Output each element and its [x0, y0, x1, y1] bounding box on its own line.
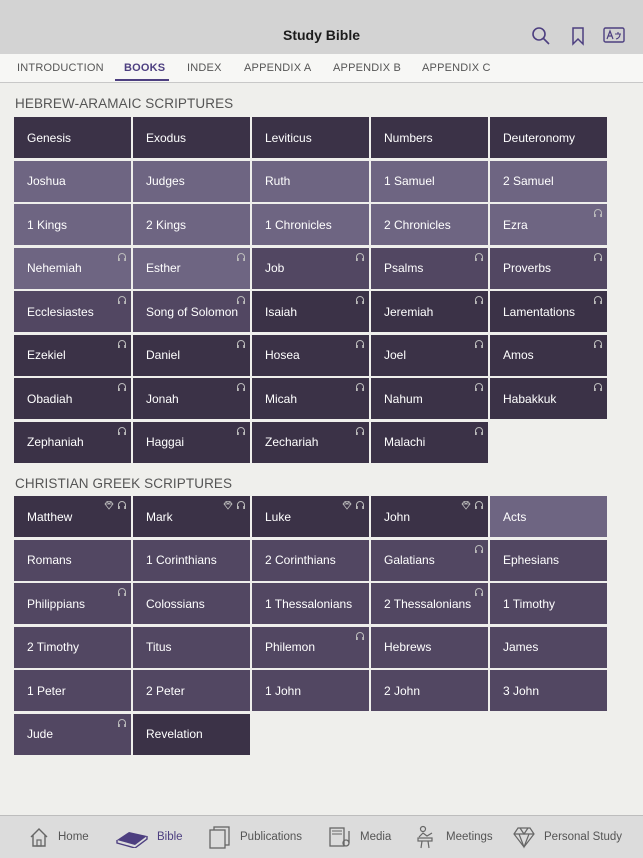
headphones-icon: [117, 717, 127, 731]
nav-publications[interactable]: [208, 816, 302, 858]
book-name: 1 Corinthians: [146, 553, 217, 567]
book-name: Nahum: [384, 391, 423, 406]
book-tile[interactable]: [490, 248, 607, 289]
book-name: 2 Kings: [146, 217, 187, 232]
book-badges: [355, 338, 365, 352]
book-badges: [474, 381, 484, 395]
study-gem-icon: [342, 499, 352, 513]
personal-study-icon: [512, 825, 536, 849]
book-name: Colossians: [146, 596, 205, 611]
book-name: Philippians: [27, 596, 86, 611]
book-name: 1 Thessalonians: [265, 596, 353, 611]
book-name: Matthew: [27, 509, 73, 524]
book-tile[interactable]: [371, 378, 488, 419]
book-name: Esther: [146, 261, 181, 275]
headphones-icon: [355, 381, 365, 395]
headphones-icon: [474, 543, 484, 557]
headphones-icon: [117, 381, 127, 395]
tab-appendix-a[interactable]: APPENDIX A: [244, 62, 312, 74]
book-tile[interactable]: [14, 161, 131, 202]
book-name: Hosea: [265, 348, 300, 362]
section-title-hebrew-aramaic: HEBREW-ARAMAIC SCRIPTURES: [15, 96, 234, 111]
book-badges: [117, 381, 127, 395]
books-grid-hebrew-aramaic: [14, 117, 606, 463]
headphones-icon: [474, 338, 484, 352]
book-badges: [474, 251, 484, 265]
book-name: Genesis: [27, 130, 72, 145]
headphones-icon: [236, 338, 246, 352]
book-tile[interactable]: [14, 117, 131, 158]
book-tile[interactable]: [371, 335, 488, 376]
book-name: Leviticus: [265, 130, 312, 145]
book-tile[interactable]: [252, 204, 369, 245]
bookmark-icon[interactable]: [568, 26, 590, 46]
book-name: Romans: [27, 553, 72, 567]
nav-bible[interactable]: [115, 816, 183, 858]
book-tile[interactable]: [14, 540, 131, 581]
book-tile[interactable]: [252, 378, 369, 419]
book-badges: [593, 294, 603, 308]
section-title-christian-greek: CHRISTIAN GREEK SCRIPTURES: [15, 476, 233, 491]
book-tile[interactable]: [490, 583, 607, 624]
book-name: Judges: [146, 174, 185, 188]
book-name: Titus: [146, 640, 172, 654]
book-tile[interactable]: [252, 291, 369, 332]
headphones-icon: [593, 207, 603, 221]
book-tile[interactable]: [371, 204, 488, 245]
book-badges: [461, 499, 484, 513]
book-tile[interactable]: [133, 422, 250, 463]
book-badges: [474, 425, 484, 439]
book-name: Zephaniah: [27, 435, 84, 449]
headphones-icon: [236, 425, 246, 439]
nav-bible-label: Bible: [157, 831, 183, 843]
book-name: 2 Timothy: [27, 640, 80, 654]
book-name: Isaiah: [265, 304, 298, 319]
book-tile[interactable]: [252, 583, 369, 624]
book-tile[interactable]: [490, 161, 607, 202]
book-tile[interactable]: [14, 670, 131, 711]
book-tile[interactable]: [252, 422, 369, 463]
headphones-icon: [117, 425, 127, 439]
book-name: Hebrews: [384, 640, 432, 654]
headphones-icon: [355, 630, 365, 644]
books-grid-christian-greek: [14, 496, 606, 755]
book-name: Joel: [384, 348, 407, 362]
headphones-icon: [355, 251, 365, 265]
book-badges: [236, 338, 246, 352]
title-bar: [0, 0, 643, 54]
study-gem-icon: [104, 499, 114, 513]
book-name: 2 Samuel: [503, 174, 554, 188]
headphones-icon: [236, 499, 246, 513]
book-badges: [355, 294, 365, 308]
book-tile[interactable]: [490, 291, 607, 332]
book-badges: [104, 499, 127, 513]
book-name: Philemon: [265, 640, 316, 654]
nav-home[interactable]: [28, 816, 89, 858]
book-name: Exodus: [146, 130, 187, 145]
book-tile[interactable]: [14, 714, 131, 755]
book-tile[interactable]: [371, 422, 488, 463]
book-badges: [593, 207, 603, 221]
book-tile[interactable]: [133, 378, 250, 419]
book-tile[interactable]: [252, 335, 369, 376]
book-name: Obadiah: [27, 391, 73, 406]
home-icon: [28, 826, 50, 848]
active-tab-indicator: [115, 79, 169, 81]
book-name: Ephesians: [503, 553, 560, 567]
headphones-icon: [236, 381, 246, 395]
book-name: 2 Chronicles: [384, 217, 451, 232]
book-tile[interactable]: [133, 583, 250, 624]
nav-meetings-label: Meetings: [446, 831, 493, 843]
headphones-icon: [355, 294, 365, 308]
book-name: 1 Timothy: [503, 596, 556, 611]
book-name: 2 Peter: [146, 683, 185, 698]
book-badges: [117, 338, 127, 352]
book-badges: [223, 499, 246, 513]
study-gem-icon: [461, 499, 471, 513]
tab-index[interactable]: INDEX: [187, 62, 222, 74]
headphones-icon: [117, 251, 127, 265]
book-badges: [117, 586, 127, 600]
headphones-icon: [236, 294, 246, 308]
tab-bar: [0, 54, 643, 83]
headphones-icon: [474, 381, 484, 395]
book-name: Nehemiah: [27, 261, 82, 275]
book-name: 2 Corinthians: [265, 553, 336, 567]
book-tile[interactable]: [14, 204, 131, 245]
book-name: 1 Kings: [27, 217, 68, 232]
book-badges: [342, 499, 365, 513]
book-name: Ezekiel: [27, 348, 66, 362]
book-tile[interactable]: [490, 540, 607, 581]
book-tile[interactable]: [371, 248, 488, 289]
book-tile[interactable]: [14, 248, 131, 289]
book-tile[interactable]: [371, 117, 488, 158]
book-badges: [474, 294, 484, 308]
book-name: Numbers: [384, 130, 433, 145]
book-tile[interactable]: [371, 670, 488, 711]
book-tile[interactable]: [490, 627, 607, 668]
book-badges: [355, 425, 365, 439]
headphones-icon: [474, 425, 484, 439]
book-tile[interactable]: [252, 670, 369, 711]
tab-books[interactable]: BOOKS: [124, 62, 166, 74]
headphones-icon: [474, 499, 484, 513]
book-name: Ecclesiastes: [27, 304, 94, 319]
book-tile[interactable]: [14, 335, 131, 376]
search-icon[interactable]: [530, 26, 552, 46]
headphones-icon: [474, 586, 484, 600]
book-name: Job: [265, 261, 285, 275]
headphones-icon: [355, 499, 365, 513]
book-tile[interactable]: [133, 335, 250, 376]
book-name: Deuteronomy: [503, 130, 576, 145]
nav-personal-study-label: Personal Study: [544, 831, 622, 843]
book-tile[interactable]: [490, 670, 607, 711]
book-badges: [593, 251, 603, 265]
headphones-icon: [593, 294, 603, 308]
study-gem-icon: [223, 499, 233, 513]
headphones-icon: [474, 294, 484, 308]
book-tile[interactable]: [371, 496, 488, 537]
book-tile[interactable]: [133, 496, 250, 537]
book-tile[interactable]: [252, 496, 369, 537]
book-name: 1 Chronicles: [265, 217, 332, 232]
book-name: Jude: [27, 727, 54, 741]
book-tile[interactable]: [14, 627, 131, 668]
headphones-icon: [355, 425, 365, 439]
headphones-icon: [593, 381, 603, 395]
book-badges: [355, 630, 365, 644]
headphones-icon: [117, 294, 127, 308]
book-badges: [593, 338, 603, 352]
book-tile[interactable]: [252, 540, 369, 581]
book-badges: [236, 381, 246, 395]
headphones-icon: [117, 338, 127, 352]
book-tile[interactable]: [371, 291, 488, 332]
book-name: Haggai: [146, 435, 185, 449]
meetings-icon: [414, 825, 438, 849]
book-tile[interactable]: [371, 161, 488, 202]
book-tile[interactable]: [371, 583, 488, 624]
book-name: Lamentations: [503, 304, 576, 319]
book-name: Revelation: [146, 727, 203, 741]
book-name: Malachi: [384, 435, 426, 449]
tab-introduction[interactable]: INTRODUCTION: [17, 62, 104, 74]
book-tile[interactable]: [14, 291, 131, 332]
nav-personal-study[interactable]: [512, 816, 622, 858]
book-name: Psalms: [384, 261, 424, 275]
book-name: 3 John: [503, 683, 540, 698]
book-badges: [474, 586, 484, 600]
book-tile[interactable]: [133, 161, 250, 202]
book-badges: [117, 251, 127, 265]
book-name: Song of Solomon: [146, 304, 239, 319]
tab-appendix-b[interactable]: APPENDIX B: [333, 62, 402, 74]
book-tile[interactable]: [133, 627, 250, 668]
book-name: Joshua: [27, 174, 66, 188]
book-badges: [236, 251, 246, 265]
book-name: Galatians: [384, 553, 435, 567]
headphones-icon: [117, 586, 127, 600]
book-name: 2 John: [384, 683, 421, 698]
book-name: Mark: [146, 509, 173, 524]
book-tile[interactable]: [490, 204, 607, 245]
nav-media-label: Media: [360, 831, 392, 843]
book-tile[interactable]: [14, 378, 131, 419]
book-tile[interactable]: [252, 117, 369, 158]
book-tile[interactable]: [133, 291, 250, 332]
book-badges: [474, 543, 484, 557]
book-badges: [117, 717, 127, 731]
book-tile[interactable]: [252, 161, 369, 202]
book-name: Acts: [503, 509, 527, 524]
bottom-nav: [0, 815, 643, 858]
book-tile[interactable]: [133, 670, 250, 711]
book-name: James: [503, 640, 539, 654]
book-name: Ruth: [265, 174, 291, 188]
book-tile[interactable]: [490, 496, 607, 537]
book-tile[interactable]: [14, 422, 131, 463]
nav-media[interactable]: [328, 816, 391, 858]
book-name: 2 Thessalonians: [384, 596, 472, 611]
book-tile[interactable]: [133, 204, 250, 245]
book-tile[interactable]: [14, 496, 131, 537]
book-name: 1 Samuel: [384, 174, 435, 188]
headphones-icon: [593, 338, 603, 352]
nav-publications-label: Publications: [240, 831, 303, 843]
book-name: Daniel: [146, 348, 181, 362]
book-name: Micah: [265, 391, 298, 406]
book-tile[interactable]: [133, 117, 250, 158]
book-name: 1 John: [265, 683, 302, 698]
book-tile[interactable]: [133, 714, 250, 755]
book-badges: [355, 381, 365, 395]
page-title: Study Bible: [282, 27, 360, 43]
language-icon[interactable]: [603, 26, 625, 46]
headphones-icon: [236, 251, 246, 265]
book-tile[interactable]: [490, 378, 607, 419]
book-name: Amos: [503, 348, 534, 362]
book-name: Luke: [265, 509, 292, 524]
book-tile[interactable]: [252, 248, 369, 289]
book-tile[interactable]: [252, 627, 369, 668]
book-name: Zechariah: [265, 435, 319, 449]
book-tile[interactable]: [133, 540, 250, 581]
book-name: Jonah: [146, 391, 179, 406]
book-name: Proverbs: [503, 261, 552, 275]
nav-home-label: Home: [58, 831, 89, 843]
book-badges: [593, 381, 603, 395]
book-badges: [117, 425, 127, 439]
media-icon: [328, 825, 352, 849]
tab-appendix-c[interactable]: APPENDIX C: [422, 62, 491, 74]
headphones-icon: [355, 338, 365, 352]
book-badges: [236, 294, 246, 308]
book-badges: [117, 294, 127, 308]
book-badges: [236, 425, 246, 439]
bible-icon: [115, 826, 149, 848]
book-name: 1 Peter: [27, 683, 66, 698]
book-name: Ezra: [503, 217, 528, 232]
book-name: Habakkuk: [503, 391, 557, 406]
headphones-icon: [474, 251, 484, 265]
book-tile[interactable]: [14, 583, 131, 624]
book-tile[interactable]: [133, 248, 250, 289]
book-tile[interactable]: [490, 335, 607, 376]
nav-meetings[interactable]: [414, 816, 493, 858]
headphones-icon: [593, 251, 603, 265]
publications-icon: [208, 825, 232, 849]
book-badges: [474, 338, 484, 352]
headphones-icon: [117, 499, 127, 513]
book-badges: [355, 251, 365, 265]
book-tile[interactable]: [371, 627, 488, 668]
book-tile[interactable]: [490, 117, 607, 158]
book-tile[interactable]: [371, 540, 488, 581]
book-name: John: [384, 509, 411, 524]
book-name: Jeremiah: [384, 304, 434, 319]
